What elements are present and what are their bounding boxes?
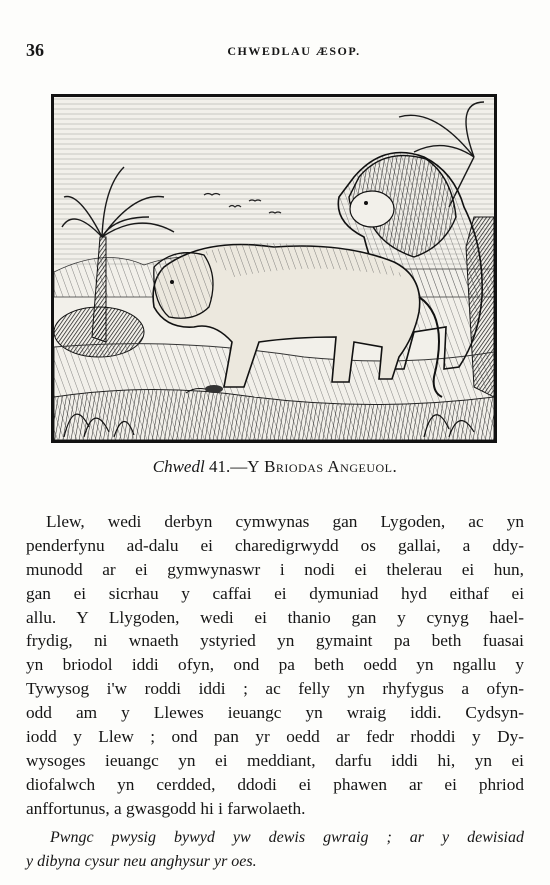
engraving-illustration <box>51 94 497 443</box>
lion-and-lioness-engraving <box>54 97 494 440</box>
page-number: 36 <box>26 40 44 60</box>
caption-title: Y Briodas Angeuol. <box>247 457 398 476</box>
fable-paragraph <box>26 510 524 821</box>
caption-label: Chwedl <box>152 457 205 476</box>
text-line: diofalwch yn cerdded, ddodi ei phawen ar ei phriod <box>26 774 524 794</box>
moral-line: Pwngc pwysig bywyd yw dewis gwraig ; ar y dewisiad <box>50 829 524 846</box>
text-line: penderfynu ad-dalu ei charedigrwydd os gallai, a ddy- <box>26 535 524 555</box>
text-line: Llew, wedi derbyn cymwynas gan Lygoden, ac yn <box>46 512 524 531</box>
moral-line: y dibyna cysur neu anghysur yr oes. <box>26 853 257 870</box>
illustration-caption <box>26 457 524 477</box>
text-line: allu. Y Llygoden, wedi ei thanio gan y cynyg hael- <box>26 607 524 627</box>
text-line: anffortunus, a gwasgodd hi i farwolaeth. <box>26 798 306 818</box>
fable-moral <box>26 826 524 874</box>
text-line: wysoges ieuangc yn ei meddiant, darfu iddi hi, yn ei <box>26 750 524 770</box>
caption-number: 41.— <box>208 457 248 476</box>
text-line: frydig, ni wnaeth ystyried yn gymaint pa beth fuasai <box>26 631 524 651</box>
text-line: munodd ar ei gymwynaswr i nodi ei thelerau ei hun, <box>26 559 524 579</box>
text-line: odd am y Llewes ieuangc yn wraig iddi. Cydsyn- <box>26 703 524 723</box>
text-line: Tywysog i'w roddi iddi ; ac felly yn rhyfygus a ofyn- <box>26 679 524 699</box>
text-line: gan ei sicrhau y caffai ei dymuniad hyd eithaf ei <box>26 583 524 603</box>
text-line: yn briodol iddi ofyn, ond pa beth oedd yn ngallu y <box>26 655 524 675</box>
running-title: CHWEDLAU ÆSOP. <box>227 44 361 58</box>
page-header <box>26 40 524 64</box>
text-line: iodd y Llew ; ond pan yr oedd ar fedr rhoddi y Dy- <box>26 727 524 747</box>
